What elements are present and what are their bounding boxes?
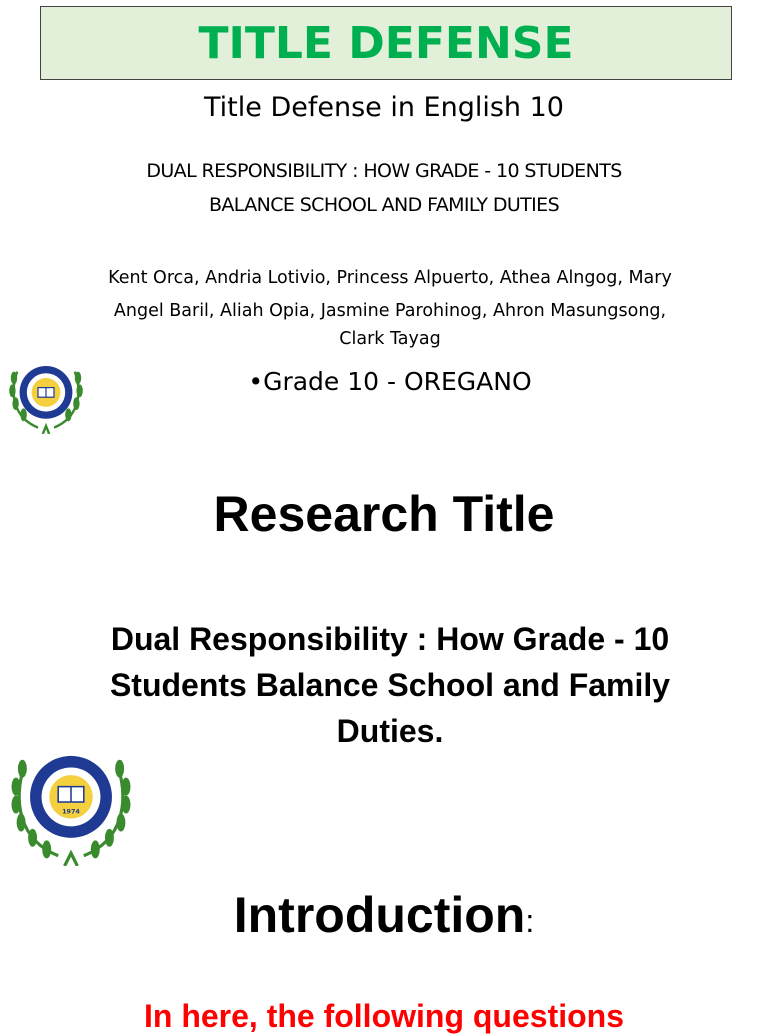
introduction-heading-text: Introduction [233,887,526,943]
school-seal-icon [6,738,136,866]
introduction-text: In here, the following questions [143,998,624,1034]
subtitle: Title Defense in English 10 [204,92,564,123]
author-list [70,262,710,350]
introduction-colon: : [525,903,535,939]
author-line-2: Angel Baril, Aliah Opia, Jasmine Parohinog, Ahron Masungsong, [113,301,667,321]
author-line-1: Kent Orca, Andria Lotivio, Princess Alpuerto, Athea Alngog, Mary [108,268,672,288]
research-title-line-1: Dual Responsibility : How Grade - 10 [110,621,670,657]
title-banner [40,6,732,80]
main-title: TITLE DEFENSE [198,18,574,69]
introduction-heading [0,884,768,952]
caps-title-line-2: BALANCE SCHOOL AND FAMILY DUTIES [208,194,560,216]
research-title-heading: Research Title [213,486,555,542]
author-line-3: Clark Tayag [339,329,441,349]
seal-year: 1974 [62,807,80,816]
grade-section: •Grade 10 - OREGANO [248,367,532,396]
research-title-line-2: Students Balance School and Family [109,667,671,703]
research-title-text [40,616,740,754]
caps-title-line-1: DUAL RESPONSIBILITY : HOW GRADE - 10 STUDENTS [146,160,622,182]
caps-research-title [0,154,768,222]
research-title-line-3: Duties. [336,713,444,749]
